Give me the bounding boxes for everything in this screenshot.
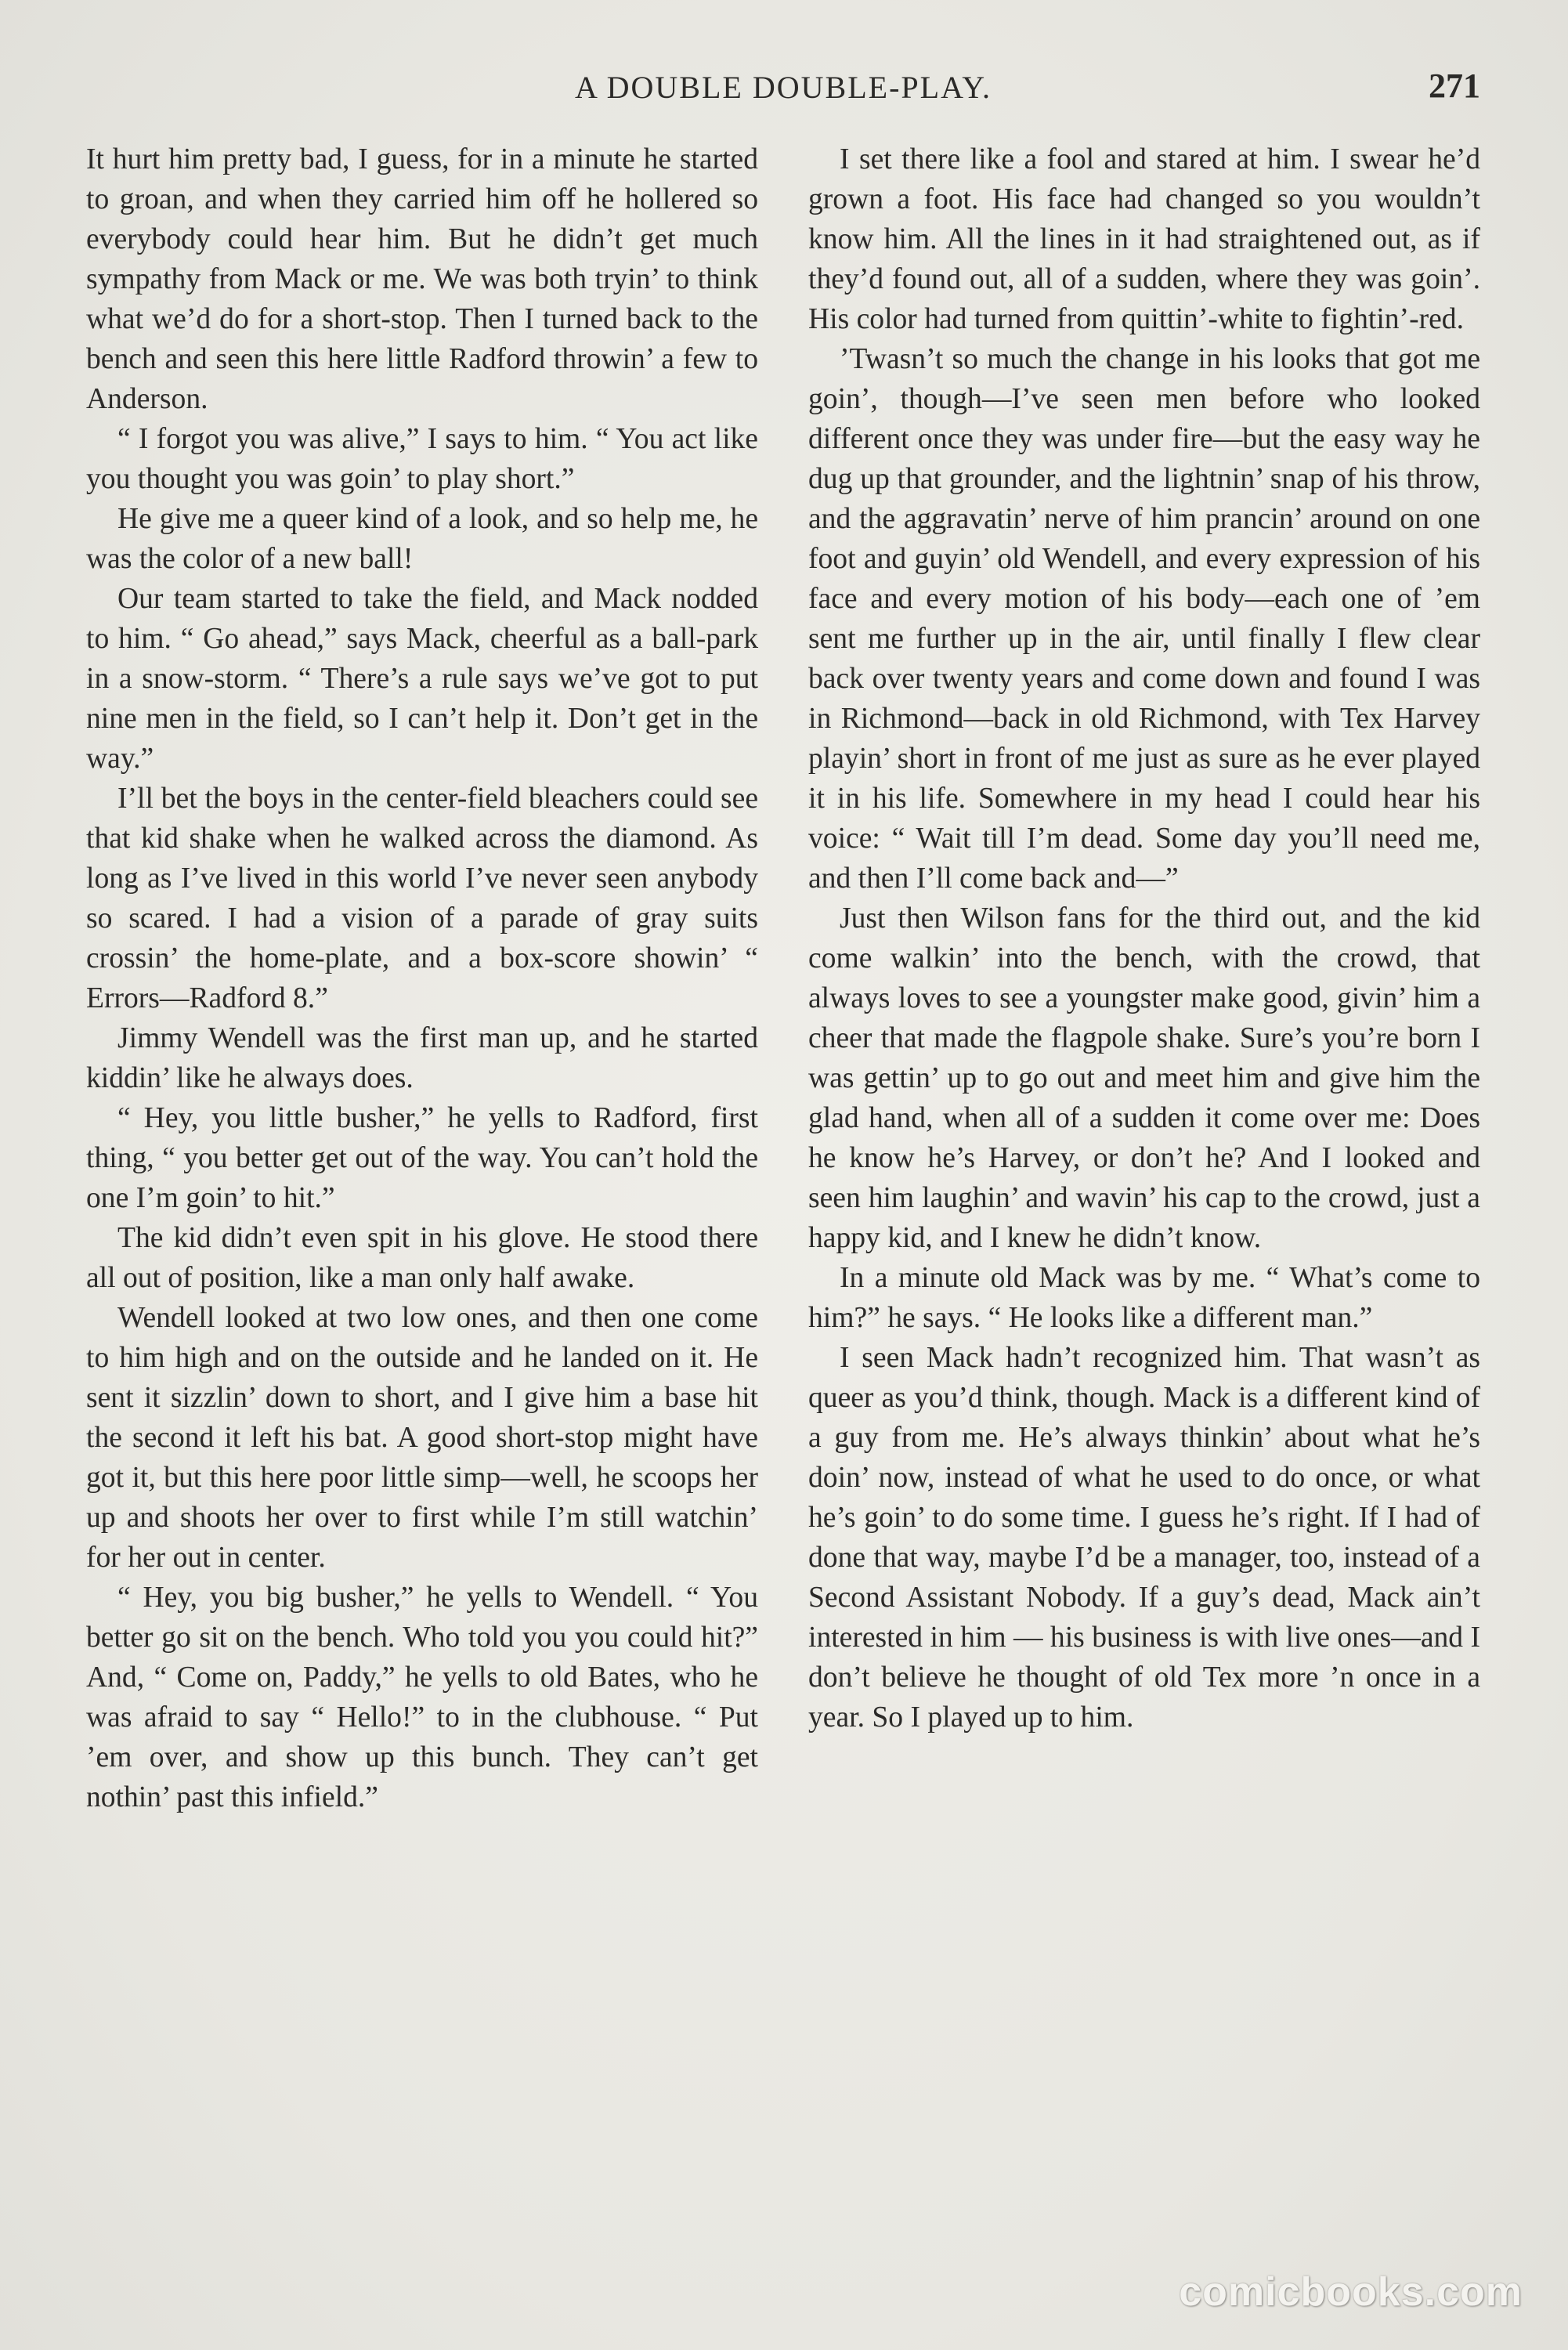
paragraph: He give me a queer kind of a look, and so help me, he was the color of a new ball! [86, 503, 758, 575]
paragraph: In a minute old Mack was by me. “ What’s come to him?” he says. “ He looks like a different man.” [808, 1262, 1480, 1334]
paragraph: The kid didn’t even spit in his glove. He stood there all out of position, like a man only half awake. [86, 1222, 758, 1294]
paragraph: “ I forgot you was alive,” I says to him. “ You act like you thought you was goin’ to play short.” [86, 423, 758, 495]
page-number: 271 [1429, 67, 1480, 105]
page-header [86, 69, 1480, 116]
left-column [86, 139, 758, 1817]
running-title: A DOUBLE DOUBLE-PLAY. [574, 70, 992, 105]
paragraph: Our team started to take the field, and Mack nodded to him. “ Go ahead,” says Mack, cheerful as a ball-park in a snow-storm. “ There’s a rule says we’ve got to put nine men in the field, so I can’t help it. Don’t get in the way.” [86, 583, 758, 775]
paragraph: “ Hey, you little busher,” he yells to Radford, first thing, “ you better get out of the way. You can’t hold the one I’m goin’ to hit.” [86, 1102, 758, 1214]
paragraph: It hurt him pretty bad, I guess, for in a minute he started to groan, and when they carried him off he hollered so everybody could hear him. But he didn’t get much sympathy from Mack or me. We was both tryin’ to think what we’d do for a short-stop. Then I turned back to the bench and seen this here little Radford throwin’ a few to Anderson. [86, 143, 758, 415]
paragraph: ’Twasn’t so much the change in his looks that got me goin’, though—I’ve seen men before who looked different once they was under fire—but the easy way he dug up that grounder, and the lightnin’ snap of his throw, and the aggravatin’ nerve of him prancin’ around on one foot and guyin’ old Wendell, and every expression of his face and every motion of his body—each one of ’em sent me further up in the air, until finally I flew clear back over twenty years and come down and found I was in Richmond—back in old Richmond, with Tex Harvey playin’ short in front of me just as sure as he ever played it in his life. Somewhere in my head I could hear his voice: “ Wait till I’m dead. Some day you’ll need me, and then I’ll come back and—” [808, 343, 1480, 895]
watermark: comicbooks.com [1179, 2269, 1523, 2315]
paragraph: I’ll bet the boys in the center-field bleachers could see that kid shake when he walked across the diamond. As long as I’ve lived in this world I’ve never seen anybody so scared. I had a vision of a parade of gray suits crossin’ the home-plate, and a box-score showin’ “ Errors—Radford 8.” [86, 783, 758, 1014]
text-columns [86, 139, 1480, 1817]
paragraph: “ Hey, you big busher,” he yells to Wendell. “ You better go sit on the bench. Who told you you could hit?” And, “ Come on, Paddy,” he yells to old Bates, who he was afraid to say “ Hello!” to in the clubhouse. “ Put ’em over, and show up this bunch. They can’t get nothin’ past this infield.” [86, 1582, 758, 1813]
paragraph: Wendell looked at two low ones, and then one come to him high and on the outside and he landed on it. He sent it sizzlin’ down to short, and I give him a base hit the second it left his bat. A good short-stop might have got it, but this here poor little simp—well, he scoops her up and shoots her over to first while I’m still watchin’ for her out in center. [86, 1302, 758, 1574]
paragraph: Jimmy Wendell was the first man up, and he started kiddin’ like he always does. [86, 1022, 758, 1094]
paragraph: I set there like a fool and stared at him. I swear he’d grown a foot. His face had changed so you wouldn’t know him. All the lines in it had straightened out, as if they’d found out, all of a sudden, where they was goin’. His color had turned from quittin’-white to fightin’-red. [808, 143, 1480, 335]
paragraph: Just then Wilson fans for the third out, and the kid come walkin’ into the bench, with the crowd, that always loves to see a youngster make good, givin’ him a cheer that made the flagpole shake. Sure’s you’re born I was gettin’ up to go out and meet him and give him the glad hand, when all of a sudden it come over me: Does he know he’s Harvey, or don’t he? And I looked and seen him laughin’ and wavin’ his cap to the crowd, just a happy kid, and I knew he didn’t know. [808, 902, 1480, 1254]
right-column [808, 139, 1480, 1817]
paragraph: I seen Mack hadn’t recognized him. That wasn’t as queer as you’d think, though. Mack is a different kind of a guy from me. He’s always thinkin’ about what he’s doin’ now, instead of what he used to do once, or what he’s goin’ to do some time. I guess he’s right. If I had of done that way, maybe I’d be a manager, too, instead of a Second Assistant Nobody. If a guy’s dead, Mack ain’t interested in him — his business is with live ones—and I don’t believe he thought of old Tex more ’n once in a year. So I played up to him. [808, 1342, 1480, 1734]
